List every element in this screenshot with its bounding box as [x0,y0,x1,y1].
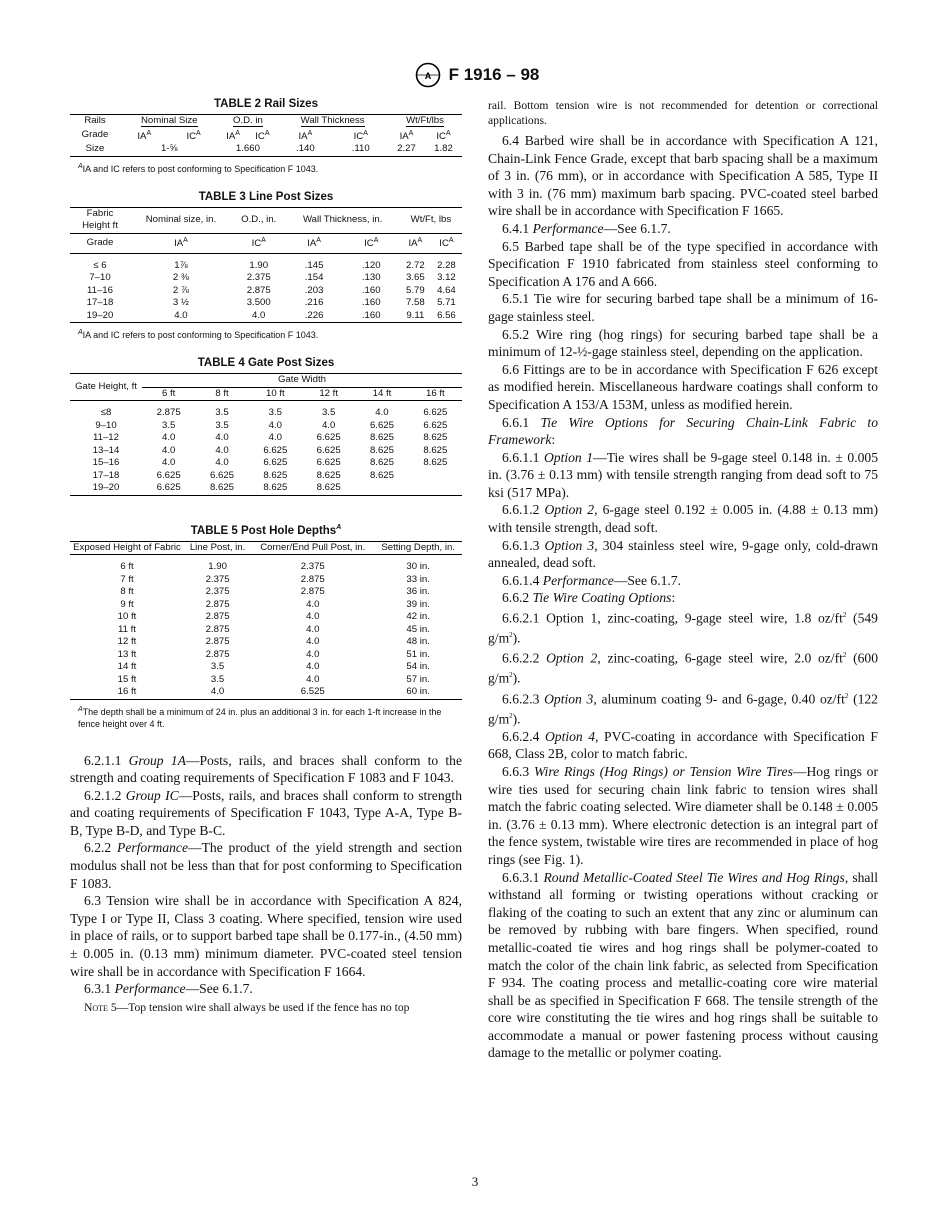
table3-footnote: $^A$IA and IC refers to post conforming to Specification F 1043. [78,329,319,341]
astm-logo-icon [411,62,445,88]
table-row: 11 ft 2.875 4.0 45 in. [118,623,430,635]
table-header: Rails [84,115,106,126]
paragraph-6-3: 6.3 Tension wire shall be in accordance with Specification A 824, Type I or Type II, Class 3 coating. Where specified, tension wire used in place of rails, or to support barbed tape shall be 0.177-in., (4.50 mm) ± 0.005 in. (0.13 mm) minimum diameter. PVC-coated steel tension wire shall be in accordance with Specification F 1664. [70,893,462,979]
table-header: Nominal Size [141,115,198,126]
table-row: ≤ 6 1⅞ 1.90 .145 .120 2.72 2.28 [93,259,456,271]
table-row: 9–10 3.5 3.5 4.0 4.0 6.625 6.625 [95,419,448,431]
table-row: 17–18 6.625 6.625 8.625 8.625 8.625 [92,469,394,481]
table-header: Fabric Height ft [82,207,118,232]
table-row: 12 ft 2.875 4.0 48 in. [117,636,430,648]
table2-rail-sizes: Rails Nominal Size O.D. in Wall Thickness Wt/Ft/lbs Grade $IA^A$ $IC^A$ $IA^A$ $IC^A$ $IA^A$ $IC^A$ $IA^A$ $IC^A$ Size 1-⅝ 1.660 .140 .110 2.27 1.82 [70,114,462,157]
table-row: Size 1-⅝ 1.660 .140 .110 2.27 1.82 [70,143,462,156]
table-row: 15–16 4.0 4.0 6.625 6.625 8.625 8.625 [92,457,448,469]
table-header: Wt/Ft, lbs [410,213,452,225]
table-header: Line Post, in. [189,541,246,553]
svg-text:A: A [424,71,431,81]
table-row: ≤8 2.875 3.5 3.5 3.5 4.0 6.625 [100,407,448,419]
table-row: 13 ft 2.875 4.0 51 in. [117,648,430,660]
table-header: Exposed Height of Fabric [73,541,181,553]
table-row: 9 ft 2.875 4.0 39 in. [120,598,430,610]
paragraph-6-5: 6.5 Barbed tape shall be of the type specified in accordance with Specification F 1910 fabricated from stainless steel conforming to Specification A 176 and A 666. [488,238,878,289]
table-header: O.D., in. [241,213,277,225]
paragraph-6-6-1-4: 6.6.1.4 Performance—See 6.1.7. [502,572,681,588]
document-designation: F 1916 – 98 [448,65,540,84]
paragraph-6-6-3-1: 6.6.3.1 Round Metallic-Coated Steel Tie Wires and Hog Rings, shall withstand all forming or twisting operations without cracking or flaking of the coating to such an extent that any zinc or aluminum can be removed by rubbing with bare fingers. When specified, round metallic-coated tie wires and hog rings shall be polymer-coated to match the color of the chain link fabric, as selected from Specification F 934. The coating process and metallic-coating core wire material shall be as specified in Specification F 668. The tensile strength of the core wire constituting the tie wires and hog rings shall be suitable to accommodate a manual or power fastening process without causing damage to the metallic or polymer coating. [488,869,878,1061]
paragraph-6-2-1-1: 6.2.1.1 Group 1A—Posts, rails, and braces shall conform to the strength and coating requirements of Specification F 1083 and F 1043. [70,752,463,786]
table-header: Wt/Ft/lbs [406,115,444,126]
table-header: Setting Depth, in. [381,541,455,553]
table5-title: TABLE 5 Post Hole Depths$^A$ [190,523,342,537]
paragraph-6-6-1-1: 6.6.1.1 Option 1—Tie wires shall be 9-gage steel 0.148 in. ± 0.005 in. (3.76 ± 0.13 mm) with tensile strength ranging from dead soft to 75 ksi (517 MPa). [488,449,878,500]
table2-title: TABLE 2 Rail Sizes [214,98,318,110]
table-row: 6 ft 1.90 2.375 30 in. [120,561,430,573]
right-column [488,98,878,1062]
page-number: 3 [471,1174,479,1189]
paragraph-6-3-1: 6.3.1 Performance—See 6.1.7. [84,981,253,997]
left-column [70,98,462,1015]
table4-title: TABLE 4 Gate Post Sizes [197,357,335,370]
note-5: Note 5—Top tension wire shall always be used if the fence has no top [84,1000,410,1014]
paragraph-6-2-1-2: 6.2.1.2 Group IC—Posts, rails, and braces shall conform to strength and coating requirements of Specification F 1043, Type A-A, Type B-B, Type B-D, and Type B-C. [70,787,462,838]
table2-footnote: $^A$IA and IC refers to post conforming to Specification F 1043. [78,162,319,174]
paragraph-6-6-1-3: 6.6.1.3 Option 3, 304 stainless steel wire, 9-gage only, cold-drawn annealed, dead soft. [488,537,878,571]
paragraph-6-5-2: 6.5.2 Wire ring (hog rings) for securing barbed tape shall be a minimum of 12-½-gage stainless steel, depending on the application. [488,326,878,360]
table-header: Grade [81,129,109,141]
table-header: Corner/End Pull Post, in. [260,541,366,553]
paragraph-6-2-2: 6.2.2 Performance—The product of the yield strength and section modulus shall not be less than that for post conforming to Specification F 1083. [70,840,462,891]
table-header: Grade [86,236,114,248]
paragraph-6-6: 6.6 Fittings are to be in accordance with Specification F 626 except as modified herein. Miscellaneous hardware coatings shall conform to Specification A 153/A 153M, unless as modified herein. [488,361,878,412]
paragraph-6-6-2: 6.6.2 Tie Wire Coating Options: [502,590,676,606]
paragraph-6-6-2-2: 6.6.2.2 Option 2, zinc-coating, 6-gage steel wire, 2.0 $oz/ft^2$ (600 $g/m^2$). [488,650,878,686]
table-row: 11–12 4.0 4.0 4.0 6.625 8.625 8.625 [93,432,448,444]
table-row: 11–16 2 ⅞ 2.875 .203 .160 5.79 4.64 [87,284,456,296]
table-header: Gate Width [142,374,462,388]
table-row: 16 ft 4.0 6.525 60 in. [70,686,462,699]
paragraph-6-6-3: 6.6.3 Wire Rings (Hog Rings) or Tension Wire Tires—Hog rings or wire ties used for securing chain link fabric to tension wires shall match the fabric coating selected. Wire diameter shall be 0.148 ± 0.005 in. (3.76 ± 0.13 mm). Where electronic detection is an integral part of the fence system, twistable wire tires are recommended in place of hog rings (see Fig. 1). [488,763,878,867]
table5-footnote: $^A$The depth shall be a minimum of 24 in. plus an additional 3 in. for each 1-ft increase in the fence height over 4 ft. [78,705,442,729]
paragraph-6-6-1-2: 6.6.1.2 Option 2, 6-gage steel 0.192 ± 0.005 in. (4.88 ± 0.13 mm) with tensile strength, dead soft. [488,502,878,536]
paragraph-6-6-2-4: 6.6.2.4 Option 4, PVC-coating in accordance with Specification F 668, Class 2B, color to match fabric. [488,728,878,762]
table-header: O.D. in [232,115,263,126]
table-header: Wall Thickness [300,115,365,126]
table-row: 15 ft 3.5 4.0 57 in. [117,673,430,685]
table3-line-post-sizes: Fabric Height ft Nominal size, in. O.D., in. Wall Thickness, in. Wt/Ft, lbs Grade $IA^A$ $IC^A$ $IA^A$ $IC^A$ $IA^A$ $IC^A$ ≤ 6 1⅞ 1.90 .145 .120 2.72 2.28 7–10 2 ⅜ 2.375 .154 .130 3.65 3.12 11–16 2 ⅞ 2.875 .203 .160 5.79 4.64 17–18 3 ½ 3.500 .216 .160 7.58 5.71 19–20 4.0 4.0 .226 .160 9.11 6.56 [70,207,462,324]
table4-gate-post-sizes: Gate Height, ft Gate Width 6 ft 8 ft 10 ft 12 ft 14 ft 16 ft ≤8 2.875 3.5 3.5 3.5 4.0 6.625 9–10 3.5 3.5 4.0 4.0 6.625 6.625 11–12 4.0 4.0 4.0 6.625 8.625 8.625 13–14 4.0 4.0 6.625 6.625 8.625 8.625 15–16 4.0 4.0 6.625 6.625 8.625 8.625 17–18 6.625 6.625 8.625 8.625 8.625 19–20 6.625 8.625 8.625 8.625 [70,373,462,496]
paragraph-6-5-1: 6.5.1 Tie wire for securing barbed tape shall be a minimum of 16-gage stainless steel. [488,291,878,324]
table-row: 19–20 4.0 4.0 .226 .160 9.11 6.56 [70,310,462,323]
table-row: 19–20 6.625 8.625 8.625 8.625 [70,482,462,495]
paragraph-6-6-1: 6.6.1 Tie Wire Options for Securing Chain-Link Fabric to Framework: [488,414,878,448]
table-row: 8 ft 2.375 2.875 36 in. [120,586,430,598]
table-row: 14 ft 3.5 4.0 54 in. [117,661,430,673]
table-header: Gate Height, ft [75,380,137,392]
table3-title: TABLE 3 Line Post Sizes [198,190,334,203]
table-row: 7–10 2 ⅜ 2.375 .154 .130 3.65 3.12 [89,272,456,284]
page-header [0,62,950,88]
paragraph-6-4-1: 6.4.1 Performance—See 6.1.7. [502,220,671,236]
table-header: Nominal size, in. [145,213,217,225]
table5-post-hole-depths [70,541,462,700]
table-header: Wall Thickness, in. [302,213,383,225]
table-row: 7 ft 2.375 2.875 33 in. [120,573,430,585]
table-row: 17–18 3 ½ 3.500 .216 .160 7.58 5.71 [86,297,456,309]
table-row: 10 ft 2.875 4.0 42 in. [117,611,430,623]
table-row: 13–14 4.0 4.0 6.625 6.625 8.625 8.625 [92,444,448,456]
note-5-continued: rail. Bottom tension wire is not recommended for detention or correctional applications. [488,99,878,127]
paragraph-6-6-2-1: 6.6.2.1 Option 1, zinc-coating, 9-gage steel wire, 1.8 $oz/ft^2$ (549 $g/m^2$). [488,610,878,646]
paragraph-6-4: 6.4 Barbed wire shall be in accordance with Specification A 121, Chain-Link Fence Grade, except that barb spacing shall be a maximum of 3 in. (76 mm), or in accordance with Specification A 585, Type II with 3 in. (76 mm) maximum barb spacing. PVC-coated steel barbed wire shall be in accordance with Specification F 1665. [488,133,878,219]
paragraph-6-6-2-3: 6.6.2.3 Option 3, aluminum coating 9- and 6-gage, 0.40 $oz/ft^2$ (122 $g/m^2$). [488,691,878,727]
